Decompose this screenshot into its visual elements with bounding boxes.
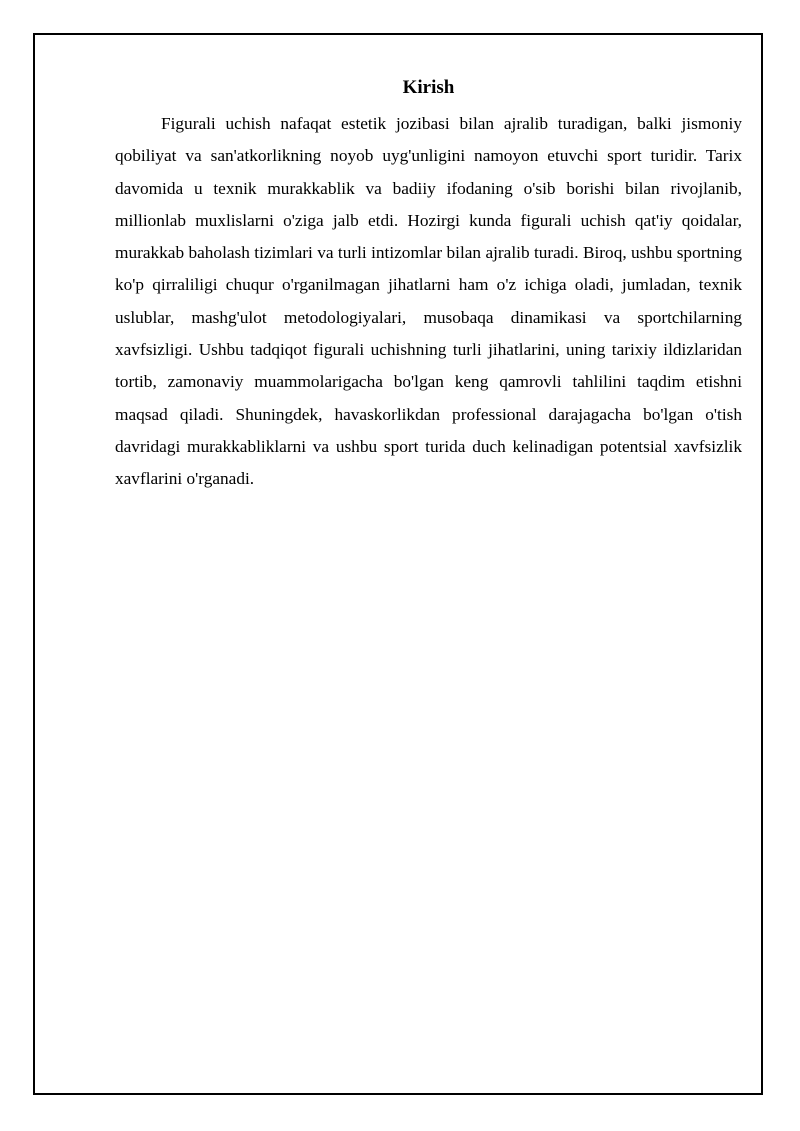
- document-content: [115, 76, 742, 496]
- body-paragraph: Figurali uchish nafaqat estetik jozibasi bilan ajralib turadigan, balki jismoniy qobiliyat va san'atkorlikning noyob uyg'unligini namoyon etuvchi sport turidir. Tarix davomida u texnik murakkablik va badiiy ifodaning o'sib borishi bilan rivojlanib, millionlab muxlislarni o'ziga jalb etdi. Hozirgi kunda figurali uchish qat'iy qoidalar, murakkab baholash tizimlari va turli intizomlar bilan ajralib turadi. Biroq, ushbu sportning ko'p qirraliligi chuqur o'rganilmagan jihatlarni ham o'z ichiga oladi, jumladan, texnik uslublar, mashg'ulot metodologiyalari, musobaqa dinamikasi va sportchilarning xavfsizligi. Ushbu tadqiqot figurali uchishning turli jihatlarini, uning tarixiy ildizlaridan tortib, zamonaviy muammolarigacha bo'lgan keng qamrovli tahlilini taqdim etishni maqsad qiladi. Shuningdek, havaskorlikdan professional darajagacha bo'lgan o'tish davridagi murakkabliklarni va ushbu sport turida duch kelinadigan potentsial xavfsizlik xavflarini o'rganadi.: [115, 114, 742, 489]
- section-heading: Kirish: [402, 77, 455, 98]
